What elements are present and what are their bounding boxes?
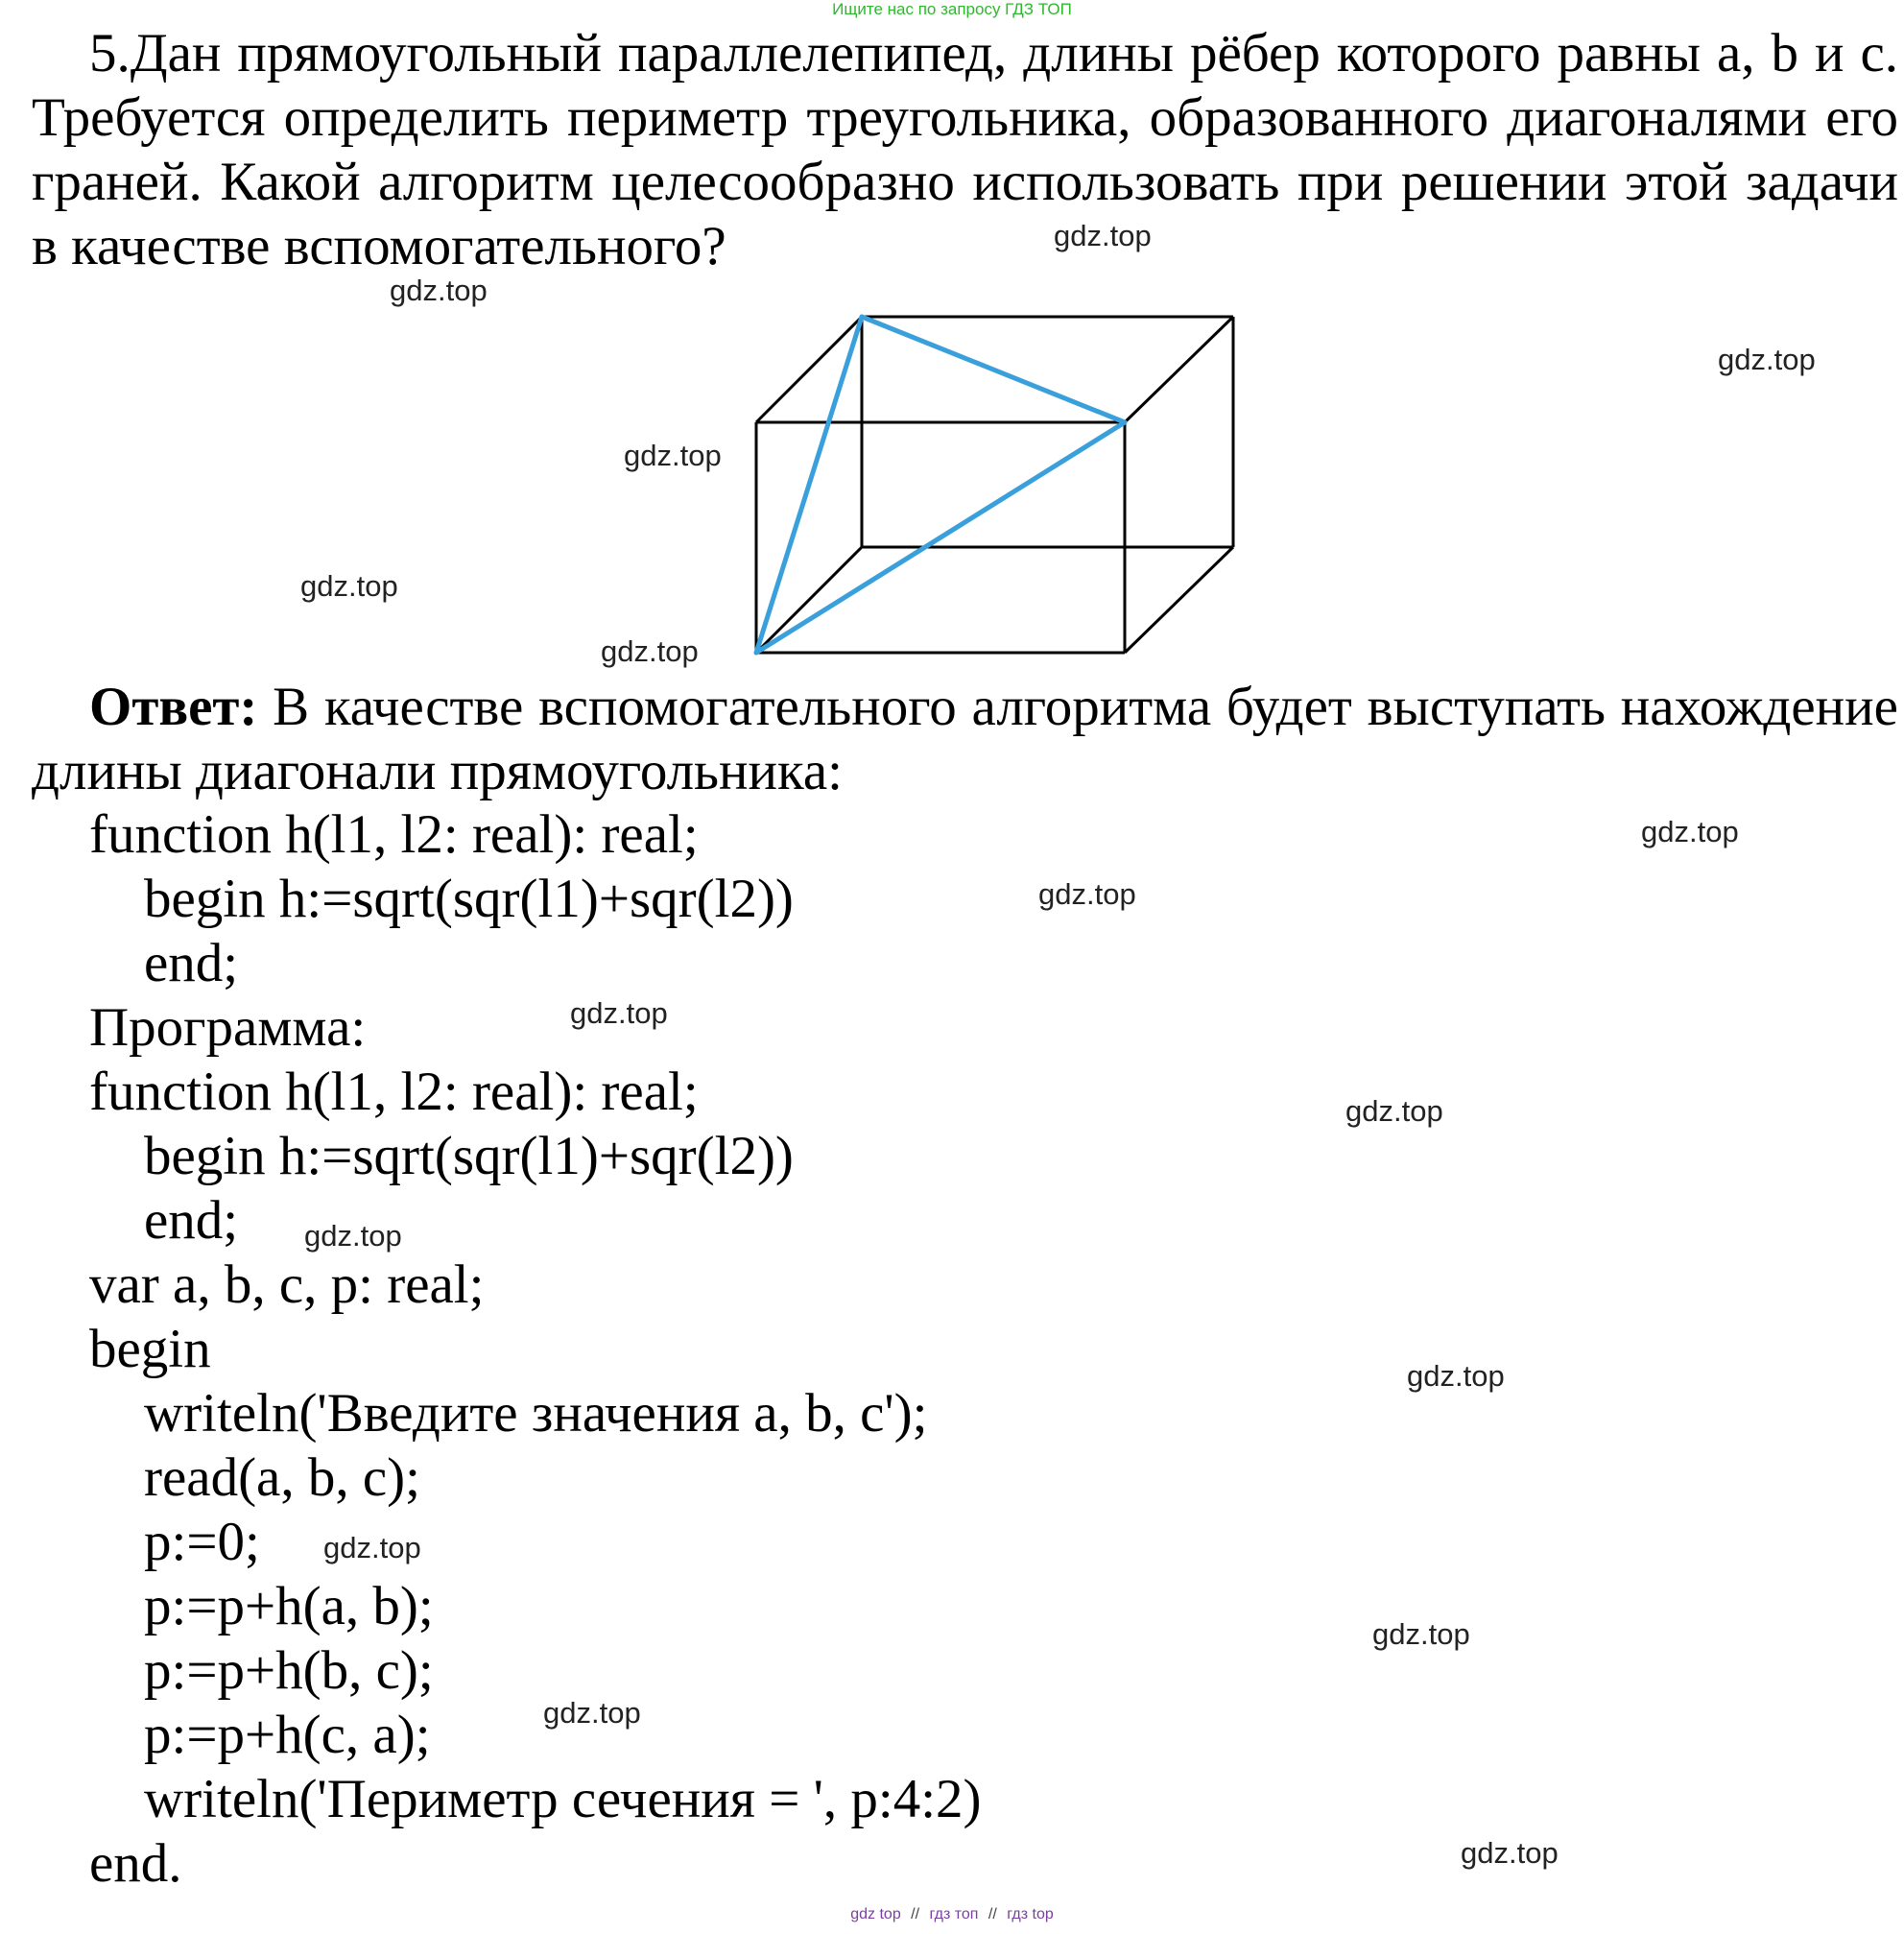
watermark: gdz.top xyxy=(570,996,668,1030)
answer-paragraph xyxy=(32,675,1898,803)
bottom-banner-separator: // xyxy=(911,1906,920,1922)
bottom-banner-item: гдз top xyxy=(1007,1906,1054,1922)
edge-depth-top-right xyxy=(1125,317,1233,422)
top-banner: Ищите нас по запросу ГДЗ ТОП xyxy=(832,0,1072,18)
bottom-banner-item: гдз топ xyxy=(929,1906,979,1922)
code-line: p:=p+h(b, c); xyxy=(144,1640,434,1701)
code-line: begin h:=sqrt(sqr(l1)+sqr(l2)) xyxy=(144,869,794,929)
code-line: function h(l1, l2: real): real; xyxy=(89,1062,699,1122)
watermark: gdz.top xyxy=(1407,1359,1505,1393)
bottom-banner-separator: // xyxy=(988,1906,997,1922)
code-line: writeln('Периметр сечения = ', p:4:2) xyxy=(144,1769,982,1829)
diagonal-top-face xyxy=(862,317,1125,422)
code-line: var a, b, c, p: real; xyxy=(89,1254,485,1315)
edge-depth-bottom-right xyxy=(1125,547,1233,653)
code-line: writeln('Введите значения a, b, c'); xyxy=(144,1383,928,1444)
watermark: gdz.top xyxy=(390,274,488,307)
watermark: gdz.top xyxy=(1038,877,1136,911)
problem-statement: 5.Дан прямоугольный параллелепипед, длины рёбер которого равны a, b и c. Требуется определить периметр треугольника, образованного диагоналями его граней. Какой алгоритм целесообразно использовать при решении этой задачи в качестве вспомогательного? xyxy=(32,23,1898,276)
code-line: p:=p+h(a, b); xyxy=(144,1576,434,1636)
code-line: end; xyxy=(144,1190,239,1251)
diagonal-left-face xyxy=(756,317,862,653)
program-heading: Программа: xyxy=(89,997,367,1058)
bottom-banner xyxy=(0,1906,1904,1923)
watermark: gdz.top xyxy=(1345,1094,1443,1128)
watermark: gdz.top xyxy=(1718,343,1816,376)
answer-label: Ответ: xyxy=(89,677,258,737)
code-line: p:=p+h(c, a); xyxy=(144,1705,431,1765)
code-line: end. xyxy=(89,1833,182,1894)
watermark: gdz.top xyxy=(1054,219,1152,252)
watermark: gdz.top xyxy=(1372,1617,1470,1651)
watermark: gdz.top xyxy=(304,1219,402,1253)
watermark: gdz.top xyxy=(300,569,398,603)
watermark: gdz.top xyxy=(624,439,722,472)
code-line: function h(l1, l2: real): real; xyxy=(89,804,699,865)
parallelepiped-figure xyxy=(749,307,1248,662)
answer-text: В качестве вспомогательного алгоритма будет выступать нахождение длины диагонали прямоугольника: xyxy=(32,677,1898,801)
watermark: gdz.top xyxy=(1461,1836,1559,1870)
watermark: gdz.top xyxy=(323,1531,421,1564)
watermark: gdz.top xyxy=(543,1696,641,1730)
code-line: p:=0; xyxy=(144,1512,260,1572)
code-line: begin h:=sqrt(sqr(l1)+sqr(l2)) xyxy=(144,1126,794,1186)
diagonal-bottom-face xyxy=(756,422,1125,653)
watermark: gdz.top xyxy=(601,634,699,668)
code-line: begin xyxy=(89,1319,211,1379)
code-line: end; xyxy=(144,933,239,993)
code-line: read(a, b, c); xyxy=(144,1447,420,1508)
watermark: gdz.top xyxy=(1641,815,1739,848)
bottom-banner-item: gdz top xyxy=(850,1906,901,1922)
